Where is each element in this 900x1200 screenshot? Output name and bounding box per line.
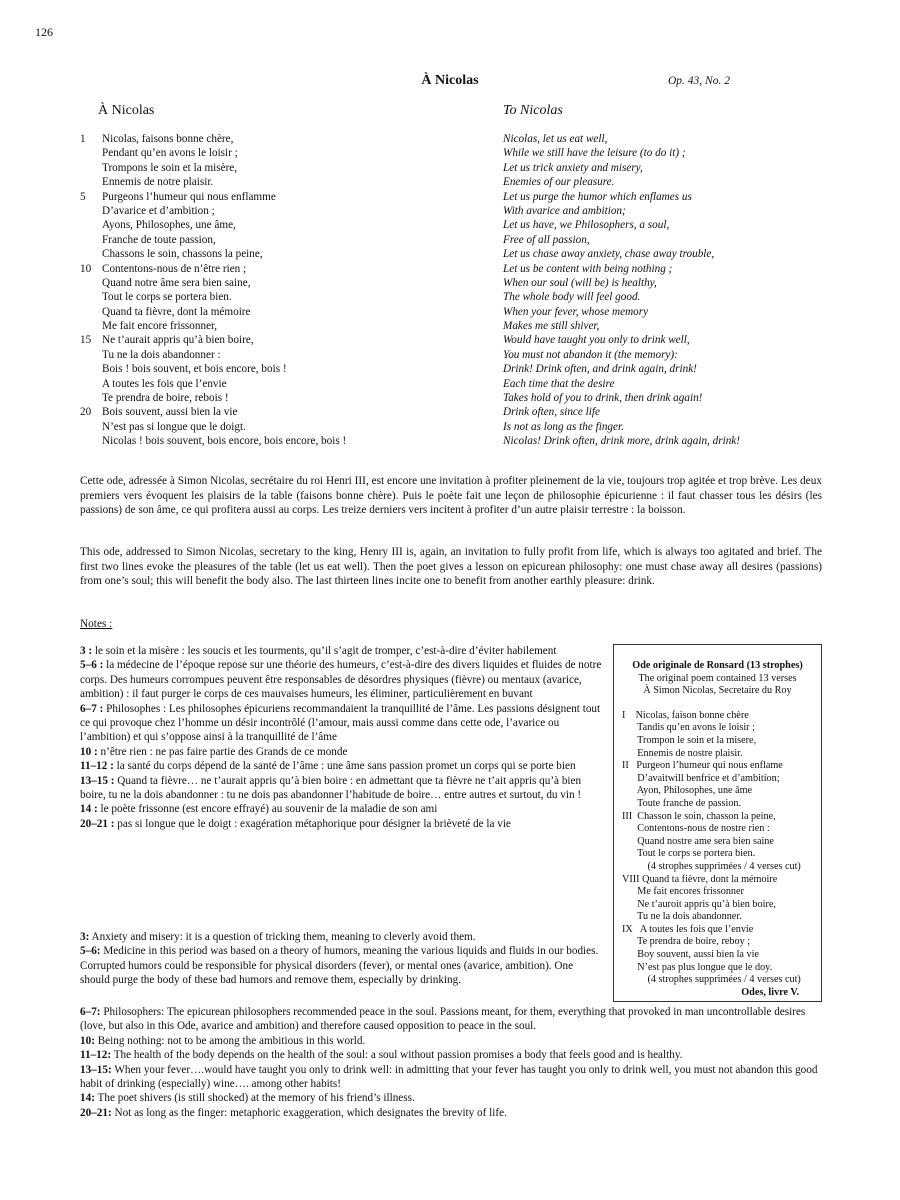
- english-translation: [503, 132, 893, 449]
- note-item: [80, 1063, 822, 1092]
- poem-line: [80, 247, 98, 261]
- poem-line: Tout le corps se portera bien.: [102, 291, 232, 304]
- note-key: 5–6:: [80, 945, 101, 958]
- poem-line: While we still have the leisure (to do it) ;: [503, 147, 686, 160]
- poem-line: Me fait encore frissonner,: [102, 320, 218, 333]
- note-item: [80, 702, 605, 745]
- page-title: À Nicolas: [421, 73, 479, 88]
- note-key: 3 :: [80, 645, 93, 657]
- poem-line: Bois ! bois souvent, et bois encore, bois !: [102, 363, 287, 376]
- poem-line: When our soul (will be) is healthy,: [503, 276, 657, 289]
- original-ode-line: (4 strophes supprimées / 4 verses cut): [622, 974, 801, 986]
- poem-line: [80, 305, 98, 319]
- poem-line: 20: [80, 406, 92, 419]
- poem-line: N’est pas si longue que le doigt.: [102, 420, 246, 433]
- original-ode-line: VIII Quand ta fièvre, dont la mémoire: [622, 873, 778, 885]
- original-ode-lines: [614, 710, 821, 987]
- poem-line: 1: [80, 133, 86, 145]
- note-body: Not as long as the finger: metaphoric exaggeration, which designates the brevity of life.: [114, 1106, 507, 1119]
- note-item: [80, 1091, 822, 1105]
- poem-line: With avarice and ambition;: [503, 204, 626, 217]
- note-key: 20–21 :: [80, 817, 115, 830]
- notes-english-bottom: [80, 1005, 822, 1120]
- note-key: 13–15:: [80, 1063, 112, 1076]
- note-key: 11–12:: [80, 1049, 112, 1062]
- poem-line: [80, 434, 98, 448]
- note-item: [80, 774, 605, 803]
- notes-english-top: [80, 930, 605, 988]
- note-key: 13–15 :: [80, 774, 115, 787]
- note-body: Being nothing: not to be among the ambitious in this world.: [97, 1034, 366, 1047]
- french-poem-title: À Nicolas: [98, 103, 155, 118]
- note-item: [80, 930, 605, 944]
- poem-line: [80, 218, 98, 232]
- original-ode-line: Tandis qu’en avons le loisir ;: [622, 722, 755, 734]
- note-body: le poète frissonne (est encore effrayé) au souvenir de la maladie de son ami: [100, 803, 438, 816]
- original-ode-line: Trompon le soin et la misere,: [622, 734, 757, 746]
- note-body: The poet shivers (is still shocked) at the memory of his friend’s illness.: [97, 1092, 415, 1105]
- note-item: [80, 817, 605, 831]
- original-ode-source: Odes, livre V.: [741, 986, 799, 998]
- poem-line: D’avarice et d’ambition ;: [102, 204, 215, 217]
- poem-line: Nicolas, faisons bonne chère,: [102, 133, 234, 145]
- poem-line: [80, 233, 98, 247]
- poem-line: Would have taught you only to drink well,: [503, 334, 690, 347]
- poem-line: [80, 276, 98, 290]
- poem-line: Ne t’aurait appris qu’à bien boire,: [102, 334, 254, 347]
- poem-line: Pendant qu’en avons le loisir ;: [102, 147, 238, 160]
- note-item: [80, 1034, 822, 1048]
- note-body: la santé du corps dépend de la santé de l’âme : une âme sans passion promet un corps qui se porte bien: [116, 760, 576, 773]
- original-ode-line: Me fait encores frissonner: [622, 886, 744, 898]
- note-body: pas si longue que le doigt : exagération métaphorique pour désigner la brièveté de la vie: [117, 817, 511, 830]
- original-ode-dedication: À Simon Nicolas, Secretaire du Roy: [643, 685, 792, 697]
- poem-line: 15: [80, 334, 92, 347]
- poem-line: Each time that the desire: [503, 377, 615, 390]
- poem-line: Purgeons l’humeur qui nous enflamme: [102, 190, 276, 203]
- poem-line: Drink! Drink often, and drink again, drink!: [503, 363, 697, 376]
- original-ode-line: D’avaitwill benfrice et d’ambition;: [622, 772, 780, 784]
- poem-line: Nicolas ! bois souvent, bois encore, bois encore, bois !: [102, 435, 347, 448]
- poem-line: Free of all passion,: [503, 233, 590, 246]
- poem-line: Enemies of our pleasure.: [503, 176, 615, 189]
- original-ode-line: Tout le corps se portera bien.: [622, 848, 756, 860]
- poem-line: Franche de toute passion,: [102, 233, 216, 246]
- note-body: Medicine in this period was based on a theory of humors, meaning the various liquids and fluids in our bodies. Corrupted humors could be responsible for physical disorders (fever), or mental ones (avarice, ambition). One should purge the body of these bad humors and remove them, especially by drinking.: [80, 945, 599, 987]
- line-number-column: [80, 132, 98, 449]
- poem-line: [80, 362, 98, 376]
- commentary-english: This ode, addressed to Simon Nicolas, secretary to the king, Henry III is, again, an invitation to fully profit from life, which is always too agitated and brief. The first two lines evoke the pleasures of the table (let us eat well). Then the poet gives a lesson on epicurean philosophy: one must chase away all desires (passions) from one’s soul; this will benefit the body also. The last thirteen lines incite one to benefit from another earthly pleasure: drink.: [80, 546, 822, 588]
- notes-heading: Notes :: [80, 618, 113, 630]
- poem-line: Quand ta fièvre, dont la mémoire: [102, 305, 251, 318]
- note-key: 5–6 :: [80, 659, 104, 672]
- poem-line: Drink often, since life: [503, 406, 600, 419]
- poem-line: Nicolas, let us eat well,: [503, 133, 608, 145]
- poem-line: You must not abandon it (the memory):: [503, 348, 678, 361]
- poem-line: [80, 146, 98, 160]
- poem-line: [80, 348, 98, 362]
- original-ode-line: Ne t’auroit appris qu’à bien boire,: [622, 898, 776, 910]
- note-key: 10 :: [80, 745, 98, 758]
- poem-line: Let us have, we Philosophers, a soul,: [503, 219, 670, 232]
- english-poem-title: To Nicolas: [503, 103, 563, 118]
- poem-line: Is not as long as the finger.: [503, 420, 624, 433]
- note-item: [80, 944, 605, 987]
- poem-line: 10: [80, 262, 92, 275]
- notes-french: [80, 644, 605, 831]
- note-body: n’être rien : ne pas faire partie des Grands de ce monde: [100, 745, 348, 758]
- original-ode-line: II Purgeon l’humeur qui nous enflame: [622, 760, 783, 772]
- poem-line: Te prendra de boire, rebois !: [102, 392, 229, 405]
- poem-line: Quand notre âme sera bien saine,: [102, 276, 251, 289]
- original-ode-line: N’est pas plus longue que le doy.: [622, 961, 773, 973]
- note-key: 10:: [80, 1034, 95, 1047]
- note-key: 6–7:: [80, 1006, 101, 1018]
- note-item: [80, 658, 605, 701]
- note-item: [80, 802, 605, 816]
- poem-line: Let us trick anxiety and misery,: [503, 161, 643, 174]
- poem-line: [80, 161, 98, 175]
- poem-line: Ayons, Philosophes, une âme,: [102, 219, 236, 232]
- note-item: [80, 1005, 822, 1034]
- note-item: [80, 1048, 822, 1062]
- original-ode-line: I Nicolas, faison bonne chère: [622, 709, 749, 721]
- poem-line: Makes me still shiver,: [503, 320, 600, 333]
- original-ode-line: Tu ne la dois abandonner.: [622, 911, 742, 923]
- french-poem: [102, 132, 492, 449]
- poem-line: Let us be content with being nothing ;: [503, 262, 673, 275]
- note-body: The health of the body depends on the health of the soul: a soul without passion promises a body that feels good and is healthy.: [113, 1049, 683, 1062]
- original-ode-line: Boy souvent, aussi bien la vie: [622, 949, 759, 961]
- original-ode-line: Ayon, Philosophes, une âme: [622, 785, 753, 797]
- note-key: 6–7 :: [80, 702, 104, 715]
- original-ode-line: IX A toutes les fois que l’envie: [622, 923, 754, 935]
- note-body: Philosophes : Les philosophes épicuriens recommandaient la tranquillité de l’âme. Les passions désignent tout ce qui provoque chez l’homme un désir incontrôlé (l’amour, mais aussi comme dans cette ode, l’avarice ou l’ambition) et qui s’oppose ainsi à la tranquillité de l’âme: [80, 702, 601, 744]
- poem-line: Tu ne la dois abandonner :: [102, 348, 221, 361]
- poem-line: When your fever, whose memory: [503, 305, 649, 318]
- note-key: 3:: [80, 931, 90, 943]
- original-ode-box: [613, 644, 822, 1002]
- poem-line: A toutes les fois que l’envie: [102, 377, 227, 390]
- note-key: 14 :: [80, 803, 98, 816]
- note-key: 20–21:: [80, 1106, 112, 1119]
- original-ode-line: Ennemis de nostre plaisir.: [622, 747, 743, 759]
- poem-line: Chassons le soin, chassons la peine,: [102, 248, 263, 261]
- original-ode-title: Ode originale de Ronsard (13 strophes): [632, 660, 803, 671]
- note-body: la médecine de l’époque repose sur une théorie des humeurs, c’est-à-dire des divers liquides et fluides de notre corps. Des humeurs corrompues peuvent être responsables de désordres physiques (fièvre) ou mentaux (avarice, ambition) : il faut purger le corps de ces mauvaises humeurs, les éliminer, particulièrement en buvant: [80, 659, 602, 701]
- poem-line: [80, 377, 98, 391]
- note-body: When your fever….would have taught you only to drink well: in admitting that your fever has taught you only to drink well, you must not abandon this good habit of drinking (especially) wine…. among other habits!: [80, 1063, 818, 1091]
- poem-line: Nicolas! Drink often, drink more, drink again, drink!: [503, 435, 740, 448]
- poem-line: [80, 290, 98, 304]
- note-item: [80, 759, 605, 773]
- note-key: 14:: [80, 1092, 95, 1105]
- original-ode-line: III Chasson le soin, chasson la peine,: [622, 810, 776, 822]
- poem-line: [80, 204, 98, 218]
- poem-line: [80, 391, 98, 405]
- poem-line: Let us chase away anxiety, chase away trouble,: [503, 248, 715, 261]
- poem-line: [80, 319, 98, 333]
- original-ode-line: Quand nostre ame sera bien saine: [622, 835, 774, 847]
- poem-line: Bois souvent, aussi bien la vie: [102, 406, 238, 419]
- note-item: [80, 1106, 822, 1120]
- note-key: 11–12 :: [80, 760, 114, 773]
- note-item: [80, 745, 605, 759]
- note-item: [80, 644, 605, 658]
- note-body: Philosophers: The epicurean philosophers recommended peace in the soul. Passions meant, for them, everything that provoked in man uncontrollable desires (love, but also in this Ode, avarice and ambition) and therefore caused opposition to peace in the soul.: [80, 1006, 806, 1033]
- original-ode-line: (4 strophes supprimées / 4 verses cut): [622, 860, 801, 872]
- poem-line: Takes hold of you to drink, then drink again!: [503, 392, 703, 405]
- poem-line: Let us purge the humor which enflames us: [503, 190, 692, 203]
- note-body: le soin et la misère : les soucis et les tourments, qu’il s’agit de tromper, c’est-à-dire d’éviter habilement: [94, 645, 557, 657]
- poem-line: The whole body will feel good.: [503, 291, 641, 304]
- opus-number: Op. 43, No. 2: [668, 75, 730, 87]
- commentary-french: Cette ode, adressée à Simon Nicolas, secrétaire du roi Henri III, est encore une invitation à profiter pleinement de la vie, toujours trop agitée et trop brève. Les deux premiers vers évoquent les plaisirs de la table (faisons bonne chère). Puis le poète fait une leçon de philosophie épicurienne : il faut chasser tous les désirs (les passions) de son âme, ce qui profitera aussi au corps. Les treize derniers vers incitent à profiter d’un autre plaisir terrestre : la boisson.: [80, 475, 822, 517]
- original-ode-line: Contentons-nous de nostre rien :: [622, 823, 770, 835]
- note-body: Anxiety and misery: it is a question of tricking them, meaning to cleverly avoid them.: [91, 931, 476, 943]
- original-ode-line: Te prendra de boire, reboy ;: [622, 936, 751, 948]
- original-ode-subtitle: The original poem contained 13 verses: [638, 672, 797, 684]
- note-body: Quand ta fièvre… ne t’aurait appris qu’à bien boire : en admettant que ta fièvre ne t’ait appris qu’à bien boire, tu ne la dois abandonner : tu ne dois pas abandonner l’habitude de boire… entre autres et surtout, du vin !: [80, 774, 582, 802]
- poem-line: [80, 175, 98, 189]
- page-number: 126: [35, 25, 53, 39]
- poem-line: Contentons-nous de n’être rien ;: [102, 262, 247, 275]
- poem-line: 5: [80, 190, 86, 203]
- original-ode-line: Toute franche de passion.: [622, 797, 742, 809]
- poem-line: Trompons le soin et la misère,: [102, 161, 238, 174]
- poem-line: [80, 420, 98, 434]
- poem-line: Ennemis de notre plaisir.: [102, 176, 214, 189]
